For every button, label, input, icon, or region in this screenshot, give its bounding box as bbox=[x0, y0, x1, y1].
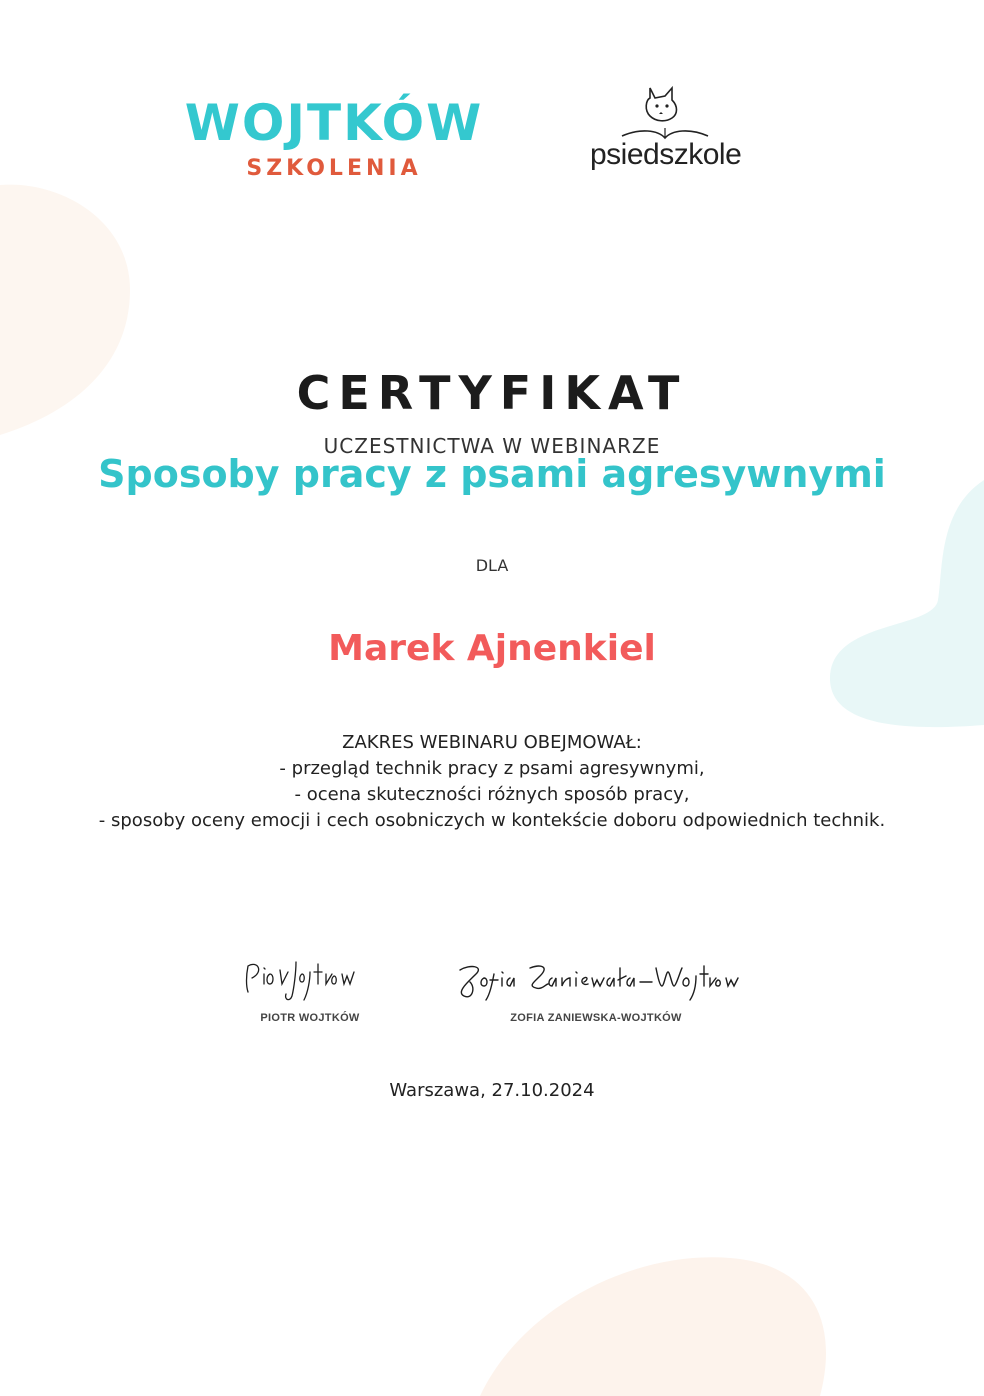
signature-image bbox=[446, 952, 746, 1008]
scope-item: - sposoby oceny emocji i cech osobniczych w kontekście doboru odpowiednich technik. bbox=[98, 810, 886, 831]
webinar-title: Sposoby pracy z psami agresywnymi bbox=[98, 452, 886, 496]
background-blob-right bbox=[828, 480, 984, 730]
dog-reading-book-icon bbox=[620, 84, 710, 144]
signature-image bbox=[230, 952, 390, 1008]
scope-item: - ocena skuteczności różnych sposób pracy, bbox=[294, 784, 690, 805]
logo-psiedszkole-text: psiedszkole bbox=[590, 138, 742, 171]
signatory-name: ZOFIA ZANIEWSKA-WOJTKÓW bbox=[510, 1012, 682, 1024]
logo-wojtkow-text: WOJTKÓW bbox=[184, 94, 484, 152]
certificate-subtitle: UCZESTNICTWA W WEBINARZE bbox=[323, 434, 661, 458]
logo-szkolenia-text: SZKOLENIA bbox=[246, 156, 422, 181]
place-date: Warszawa, 27.10.2024 bbox=[389, 1080, 595, 1101]
scope-heading: ZAKRES WEBINARU OBEJMOWAŁ: bbox=[342, 732, 642, 753]
background-blob-bottom bbox=[480, 1250, 840, 1396]
for-label: DLA bbox=[475, 556, 509, 575]
certificate-title: CERTYFIKAT bbox=[296, 366, 688, 420]
webinar-scope bbox=[60, 730, 924, 834]
scope-item: - przegląd technik pracy z psami agresywnymi, bbox=[279, 758, 705, 779]
signature-block-piotr bbox=[230, 952, 390, 1024]
signatory-name: PIOTR WOJTKÓW bbox=[260, 1012, 360, 1024]
signature-block-zofia bbox=[446, 952, 746, 1024]
psiedszkole-logo bbox=[590, 84, 740, 172]
recipient-name: Marek Ajnenkiel bbox=[328, 628, 656, 669]
wojtkow-szkolenia-logo bbox=[176, 96, 492, 181]
